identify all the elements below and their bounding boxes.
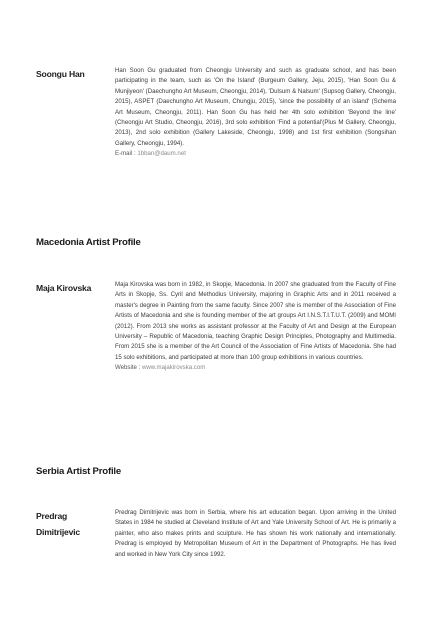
artist-contact — [115, 363, 396, 373]
artist-name: Maja Kirovska — [36, 283, 92, 293]
artist-bio: Predrag Dimitrijevic was born in Serbia, where his art education began. Upon arriving in the United States in 1984 he studied at Cleveland Institute of Art and Yale University School of Art. He is primarily a painter, who also makes prints and sculpture. He has shown his work nationally and internationally. Predrag is employed by Metropolitan Museum of Art in the Department of Photographs. He has lived and worked in New York City since 1992. — [115, 509, 396, 558]
section-heading-macedonia: Macedonia Artist Profile — [36, 237, 141, 248]
section-heading-serbia: Serbia Artist Profile — [36, 466, 122, 477]
artist-name: Predrag Dimitrijevic — [36, 511, 80, 537]
artist-name: Soongu Han — [36, 69, 85, 79]
artist-bio: Han Soon Gu graduated from Cheongju University and such as graduate school, and has been participating in the team, such as 'On the Island' (Burgeum Gallery, Jeju, 2015), 'Han Soon Gu & Munjiyeon' (Daechungho Art Museum, Cheongju, 2014), 'Dulsum & Nalsum' (Supsog Gallery, Cheongju, 2015), ASPET (Daechungho Art Museum, Chungju, 2015), 'since the possibility of an island' (Schema Art Museum, Cheongju, 2011). Han Soon Gu has held her 4th solo exhibition 'Beyond the line' (Cheongju Art Studio, Cheongju, 2016), 3rd solo exhibition 'Find a potential'(Plus M Gallery, Cheongju, 2013), 2nd solo exhibition (Gallery Lakeside, Cheongju, 1998) and 1st first exhibition (Songsihan Gallery, Cheongju, 1994). — [115, 67, 396, 147]
artist-bio-block — [115, 280, 396, 374]
artist-bio: Maja Kirovska was born in 1982, in Skopje, Macedonia. In 2007 she graduated from the Faculty of Fine Arts in Skopje, Ss. Cyril and Methodius University, majoring in Graphic Arts and in 2011 received a master's degree in Painting from the same faculty. Since 2007 she is member of the Association of Fine Artists of Macedonia and she is founding member of the art groups Art I.N.S.T.I.T.U.T. (2009) and MOMI (2012). From 2013 she works as assistant professor at the Faculty of Art and Design at the European University – Republic of Macedonia, teaching Graphic Design Principles, Photography and Multimedia. From 2015 she is a member of the Art Council of the Association of Fine Artists of Macedonia. She had 15 solo exhibitions, and participated at more than 100 group exhibitions in various countries. — [115, 281, 396, 361]
contact-label: E-mail : — [115, 150, 136, 158]
artist-contact — [115, 149, 396, 159]
contact-label: Website : — [115, 364, 141, 372]
artist-bio-block — [115, 66, 396, 160]
contact-website[interactable]: www.majakirovska.com — [142, 364, 206, 372]
contact-email[interactable]: 1bban@daum.net — [137, 150, 186, 158]
artist-bio-block — [115, 508, 396, 560]
